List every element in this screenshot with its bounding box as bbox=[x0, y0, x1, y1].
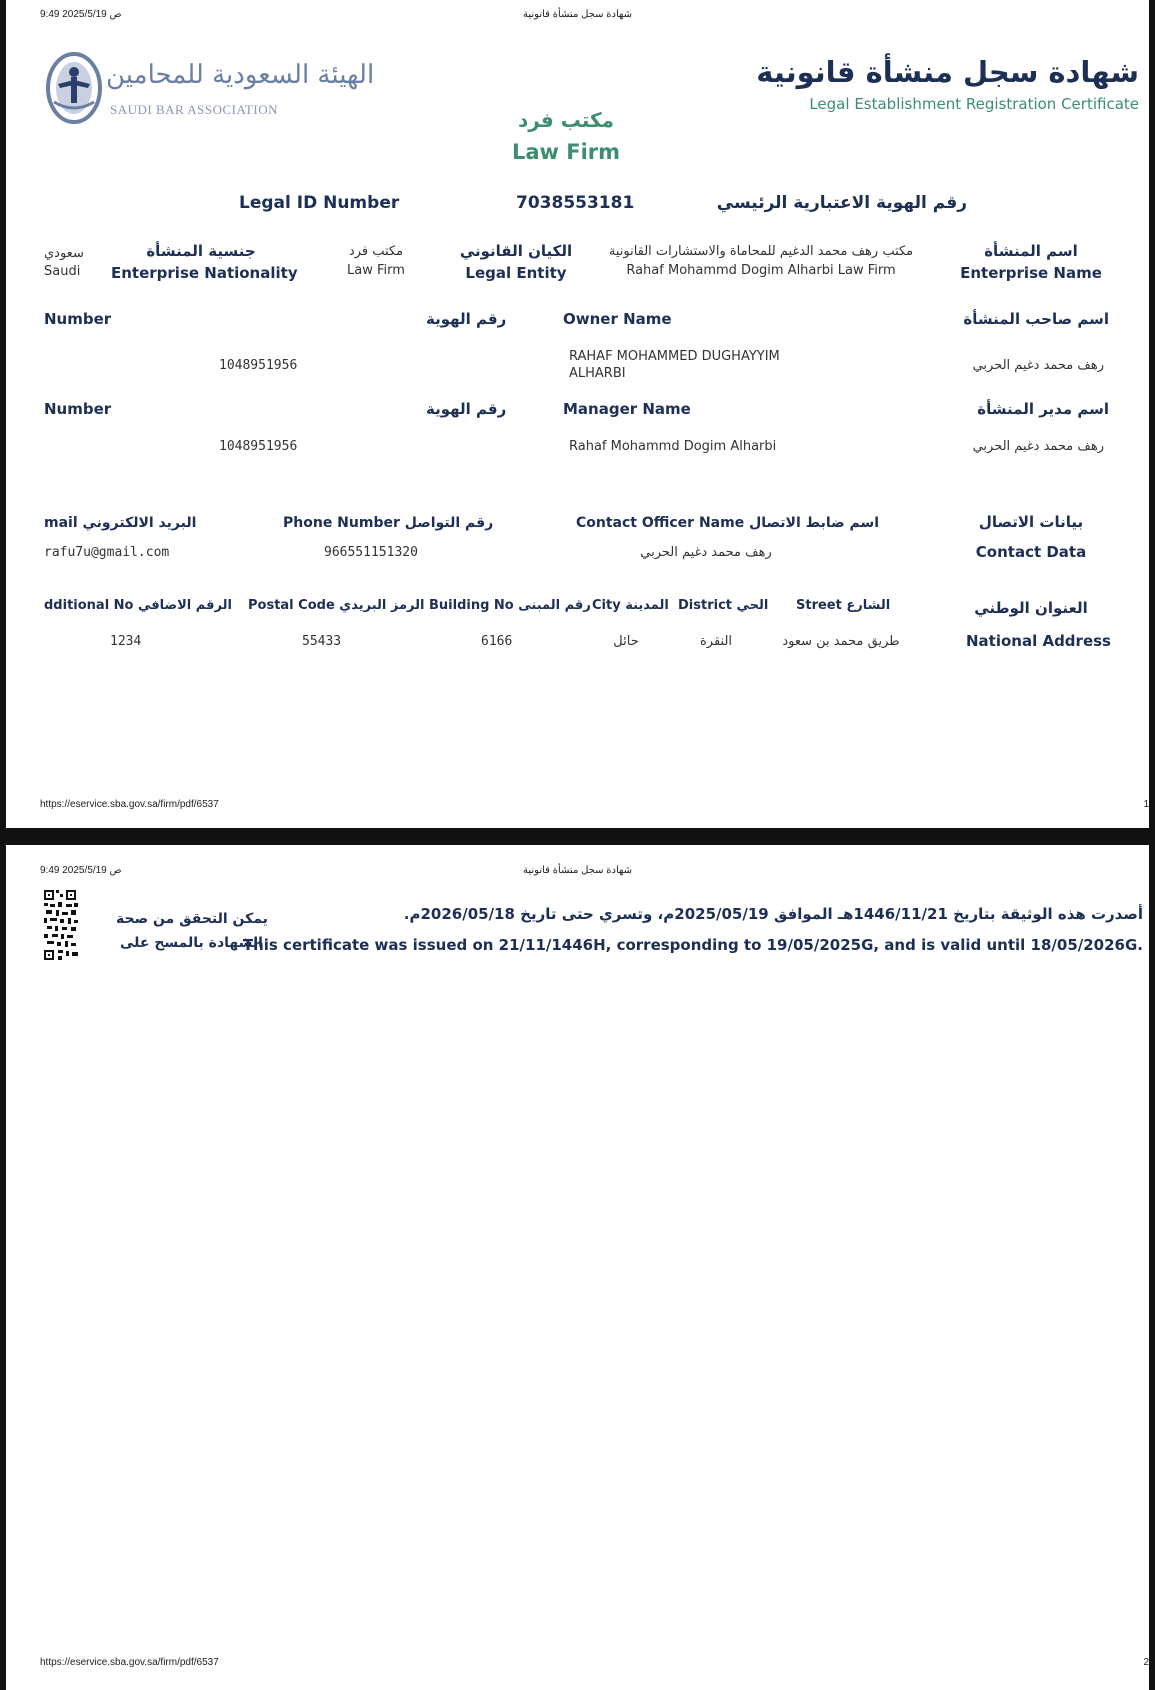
street-label: Street الشارع bbox=[796, 598, 891, 613]
additional-value: 1234 bbox=[110, 634, 142, 649]
phone-label: Phone Number رقم التواصل bbox=[283, 515, 494, 531]
building-value: 6166 bbox=[481, 634, 513, 649]
enterprise-name-value-en: Rahaf Mohammd Dogim Alharbi Law Firm bbox=[626, 263, 896, 278]
additional-label: dditional No الرقم الاضافي bbox=[44, 598, 232, 613]
district-value: النقرة bbox=[699, 634, 733, 649]
manager-id-label-en: Number bbox=[44, 400, 112, 418]
owner-id-value: 1048951956 bbox=[219, 358, 298, 373]
issuance-arabic: أصدرت هذه الوثيقة بتاريخ 1446/11/21هـ الموافق 2025/05/19م، وتسري حتى تاريخ 2026/05/18م. bbox=[403, 905, 1143, 923]
owner-name-ar: رهف محمد دغيم الحربي bbox=[972, 358, 1104, 373]
page-number: 1 bbox=[1143, 799, 1149, 810]
title-english: Legal Establishment Registration Certificate bbox=[809, 95, 1139, 113]
manager-id-label-ar: رقم الهوية bbox=[426, 400, 507, 418]
qr-text-line1: يمكن التحقق من صحة bbox=[116, 911, 268, 927]
manager-name-en: Rahaf Mohammd Dogim Alharbi bbox=[569, 439, 777, 454]
owner-id-label-ar: رقم الهوية bbox=[426, 310, 507, 328]
address-section-ar: العنوان الوطني bbox=[974, 599, 1088, 617]
contact-section-en: Contact Data bbox=[975, 543, 1087, 561]
postal-value: 55433 bbox=[302, 634, 342, 649]
sba-emblem-icon bbox=[44, 50, 104, 126]
print-datetime: 9:49 2025/5/19 ص bbox=[40, 865, 122, 876]
firm-type-arabic: مكتب فرد bbox=[517, 108, 615, 132]
owner-label-en: Owner Name bbox=[563, 310, 672, 328]
email-label: mail البريد الالكتروني bbox=[44, 515, 197, 531]
contact-section-ar: بيانات الاتصال bbox=[978, 513, 1084, 531]
logo-arabic: الهيئة السعودية للمحامين bbox=[106, 60, 375, 90]
enterprise-name-label-ar: اسم المنشأة bbox=[984, 242, 1078, 260]
certificate-page-1 bbox=[6, 0, 1149, 828]
address-section-en: National Address bbox=[966, 632, 1111, 650]
building-label: Building No رقم المبنى bbox=[429, 598, 591, 613]
legal-entity-value-ar: مكتب فرد bbox=[348, 244, 404, 259]
legal-id-value: 7038553181 bbox=[516, 193, 635, 213]
nationality-label-en: Enterprise Nationality bbox=[111, 264, 298, 282]
nationality-label-ar: جنسية المنشأة bbox=[146, 242, 256, 260]
footer-url-link[interactable]: https://eservice.sba.gov.sa/firm/pdf/6537 bbox=[40, 1657, 219, 1668]
contact-officer-value: رهف محمد دغيم الحربي bbox=[640, 545, 772, 560]
district-label: District الحي bbox=[678, 598, 769, 613]
print-title: شهادة سجل منشأة قانونية bbox=[523, 9, 632, 20]
footer-url-link[interactable]: https://eservice.sba.gov.sa/firm/pdf/6537 bbox=[40, 799, 219, 810]
phone-value: 966551151320 bbox=[324, 545, 418, 560]
city-label: City المدينة bbox=[592, 598, 669, 613]
legal-id-label-ar: رقم الهوية الاعتبارية الرئيسي bbox=[716, 193, 967, 213]
manager-name-ar: رهف محمد دغيم الحربي bbox=[972, 439, 1104, 454]
print-title: شهادة سجل منشأة قانونية bbox=[523, 865, 632, 876]
qr-text-line2: الشهادة بالمسح على bbox=[120, 935, 263, 951]
qr-code-icon[interactable] bbox=[44, 890, 78, 960]
enterprise-name-label-en: Enterprise Name bbox=[960, 264, 1102, 282]
owner-name-en-line1: RAHAF MOHAMMED DUGHAYYIM bbox=[569, 349, 780, 364]
owner-id-label-en: Number bbox=[44, 310, 112, 328]
legal-entity-value-en: Law Firm bbox=[347, 263, 405, 278]
postal-label: Postal Code الرمز البريدي bbox=[248, 598, 425, 613]
legal-entity-label-en: Legal Entity bbox=[465, 264, 567, 282]
legal-entity-label-ar: الكيان القانوني bbox=[459, 242, 573, 260]
city-value: حائل bbox=[613, 634, 639, 649]
email-value: rafu7u@gmail.com bbox=[44, 545, 170, 560]
enterprise-name-value-ar: مكتب رهف محمد الدغيم للمحاماة والاستشارات القانونية bbox=[608, 244, 914, 259]
contact-officer-label: Contact Officer Name اسم ضابط الاتصال bbox=[576, 515, 880, 531]
print-datetime: 9:49 2025/5/19 ص bbox=[40, 9, 122, 20]
owner-label-ar: اسم صاحب المنشأة bbox=[963, 310, 1109, 328]
certificate-page-2 bbox=[6, 845, 1149, 1690]
title-arabic: شهادة سجل منشأة قانونية bbox=[756, 55, 1139, 89]
nationality-value-en: Saudi bbox=[44, 264, 81, 279]
page-number: 2 bbox=[1143, 1657, 1149, 1668]
manager-label-en: Manager Name bbox=[563, 400, 691, 418]
nationality-value-ar: سعودي bbox=[44, 246, 84, 261]
firm-type-english: Law Firm bbox=[511, 140, 621, 164]
street-value: طريق محمد بن سعود bbox=[782, 634, 900, 649]
manager-id-value: 1048951956 bbox=[219, 439, 298, 454]
manager-label-ar: اسم مدير المنشأة bbox=[977, 400, 1109, 418]
legal-id-label-en: Legal ID Number bbox=[239, 193, 400, 213]
issuance-english: This certificate was issued on 21/11/1446H, corresponding to 19/05/2025G, and is valid until 18/05/2026G. bbox=[242, 936, 1143, 954]
logo-english: SAUDI BAR ASSOCIATION bbox=[110, 102, 278, 117]
owner-name-en-line2: ALHARBI bbox=[569, 366, 626, 381]
